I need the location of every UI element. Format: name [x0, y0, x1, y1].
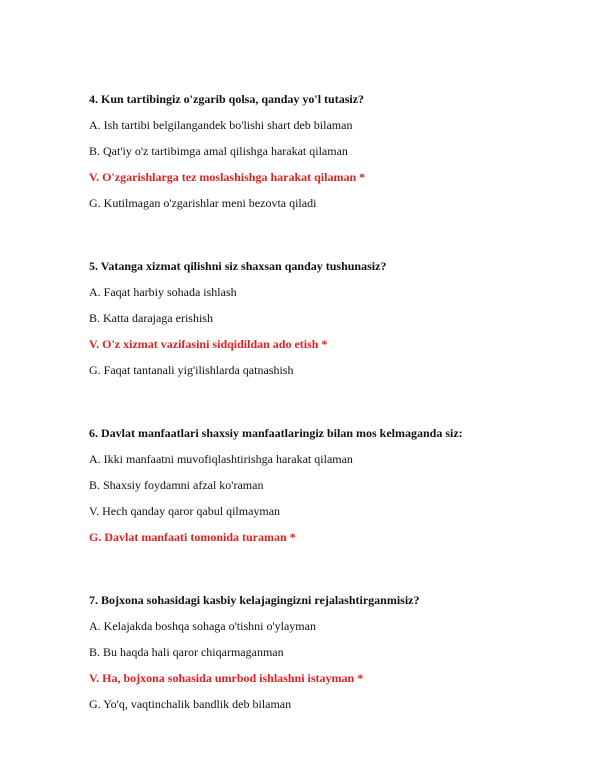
document-page	[89, 92, 569, 760]
option-v-correct: V. O'zgarishlarga tez moslashishga harakat qilaman *	[89, 170, 366, 184]
option-b: B. Qat'iy o'z tartibimga amal qilishga harakat qilaman	[89, 144, 348, 158]
question-5	[89, 259, 569, 377]
option-g: G. Faqat tantanali yig'ilishlarda qatnashish	[89, 363, 294, 377]
question-title: 5. Vatanga xizmat qilishni siz shaxsan qanday tushunasiz?	[89, 259, 387, 273]
question-6	[89, 426, 569, 544]
question-title: 6. Davlat manfaatlari shaxsiy manfaatlaringiz bilan mos kelmaganda siz:	[89, 426, 463, 440]
question-title: 7. Bojxona sohasidagi kasbiy kelajagingizni rejalashtirganmisiz?	[89, 593, 420, 607]
option-a: A. Ikki manfaatni muvofiqlashtirishga harakat qilaman	[89, 452, 353, 466]
option-a: A. Kelajakda boshqa sohaga o'tishni o'ylayman	[89, 619, 316, 633]
option-v-correct: V. Ha, bojxona sohasida umrbod ishlashni istayman *	[89, 671, 364, 685]
option-g: G. Kutilmagan o'zgarishlar meni bezovta qiladi	[89, 196, 317, 210]
question-title: 4. Kun tartibingiz o'zgarib qolsa, qanday yo'l tutasiz?	[89, 92, 365, 106]
option-a: A. Ish tartibi belgilangandek bo'lishi shart deb bilaman	[89, 118, 353, 132]
option-v-correct: V. O'z xizmat vazifasini sidqidildan ado etish *	[89, 337, 328, 351]
option-a: A. Faqat harbiy sohada ishlash	[89, 285, 237, 299]
question-4	[89, 92, 569, 210]
question-7	[89, 593, 569, 711]
option-g-correct: G. Davlat manfaati tomonida turaman *	[89, 530, 296, 544]
option-b: B. Bu haqda hali qaror chiqarmaganman	[89, 645, 284, 659]
option-v: V. Hech qanday qaror qabul qilmayman	[89, 504, 281, 518]
option-b: B. Katta darajaga erishish	[89, 311, 213, 325]
option-g: G. Yo'q, vaqtinchalik bandlik deb bilaman	[89, 697, 292, 711]
option-b: B. Shaxsiy foydamni afzal ko'raman	[89, 478, 264, 492]
